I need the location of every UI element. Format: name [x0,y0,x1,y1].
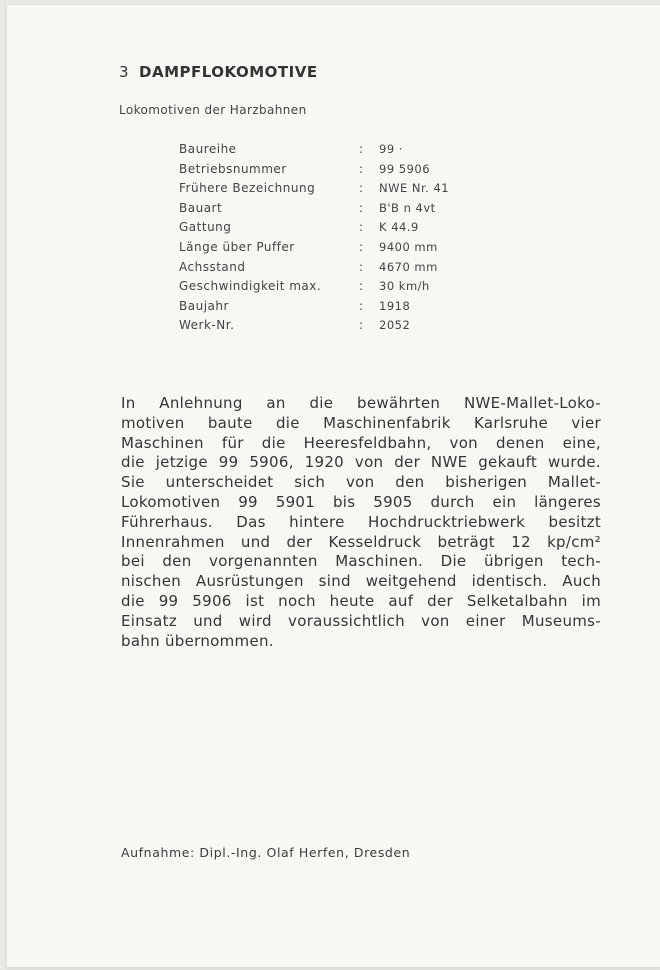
spec-label: Werk-Nr. [179,318,235,333]
spec-separator: : [359,259,364,274]
spec-separator: : [359,181,364,196]
description-line: die 99 5906 ist noch heute auf der Selketalbahn im [121,591,601,610]
description-line: Innenrahmen und der Kesseldruck beträgt 12 kp/cm² [121,532,601,551]
spec-separator: : [359,220,364,235]
card-title [119,63,318,81]
spec-separator: : [359,142,364,156]
spec-value: B'B n 4vt [379,200,436,215]
spec-label: Frühere Bezeichnung [179,181,316,196]
spec-value: 1918 [379,298,411,313]
spec-separator: : [359,239,364,254]
card-number: 3 [119,63,130,81]
spec-separator: : [359,298,364,313]
description-line: Führerhaus. Das hintere Hochdrucktriebwerk besitzt [121,512,601,531]
spec-value: NWE Nr. 41 [379,181,450,196]
spec-label: Achsstand [179,259,246,274]
postcard-back [6,4,660,967]
spec-separator: : [359,161,364,176]
spec-value: 2052 [379,318,411,333]
spec-value: 99 5906 [379,161,431,176]
photo-credit: Aufnahme: Dipl.-Ing. Olaf Herfen, Dresden [121,845,411,860]
card-subtitle: Lokomotiven der Harzbahnen [119,103,307,117]
spec-label: Gattung [179,220,232,235]
description-line: In Anlehnung an die bewährten NWE-Mallet-Loko- [121,394,601,412]
spec-label: Baujahr [179,298,229,313]
description-line: die jetzige 99 5906, 1920 von der NWE gekauft wurde. [121,453,601,472]
spec-label: Länge über Puffer [179,239,295,254]
spec-label: Baureihe [179,142,237,156]
description-line: motiven baute die Maschinenfabrik Karlsruhe vier [121,413,601,432]
spec-value: 99 · [379,142,403,156]
description-line: bahn übernommen. [121,631,274,650]
spec-label: Geschwindigkeit max. [179,279,322,294]
description-paragraph [121,394,601,651]
description-line: Lokomotiven 99 5901 bis 5905 durch ein längeres [121,492,601,511]
spec-separator: : [359,200,364,215]
spec-label: Betriebsnummer [179,161,287,176]
description-line: Maschinen für die Heeresfeldbahn, von denen eine, [121,433,601,452]
card-title-text: DAMPFLOKOMOTIVE [139,63,318,81]
description-line: bei den vorgenannten Maschinen. Die übrigen tech- [121,552,601,571]
spec-value: 9400 mm [379,239,438,254]
spec-value: 4670 mm [379,259,438,274]
description-line: Sie unterscheidet sich von den bisherigen Mallet- [121,473,601,492]
spec-separator: : [359,318,364,333]
spec-label: Bauart [179,200,223,215]
spec-separator: : [359,279,364,294]
spec-value: K 44.9 [379,220,419,235]
spec-value: 30 km/h [379,279,430,294]
description-line: nischen Ausrüstungen sind weitgehend identisch. Auch [121,572,601,591]
description-line: Einsatz und wird voraussichtlich von einer Museums- [121,611,601,630]
